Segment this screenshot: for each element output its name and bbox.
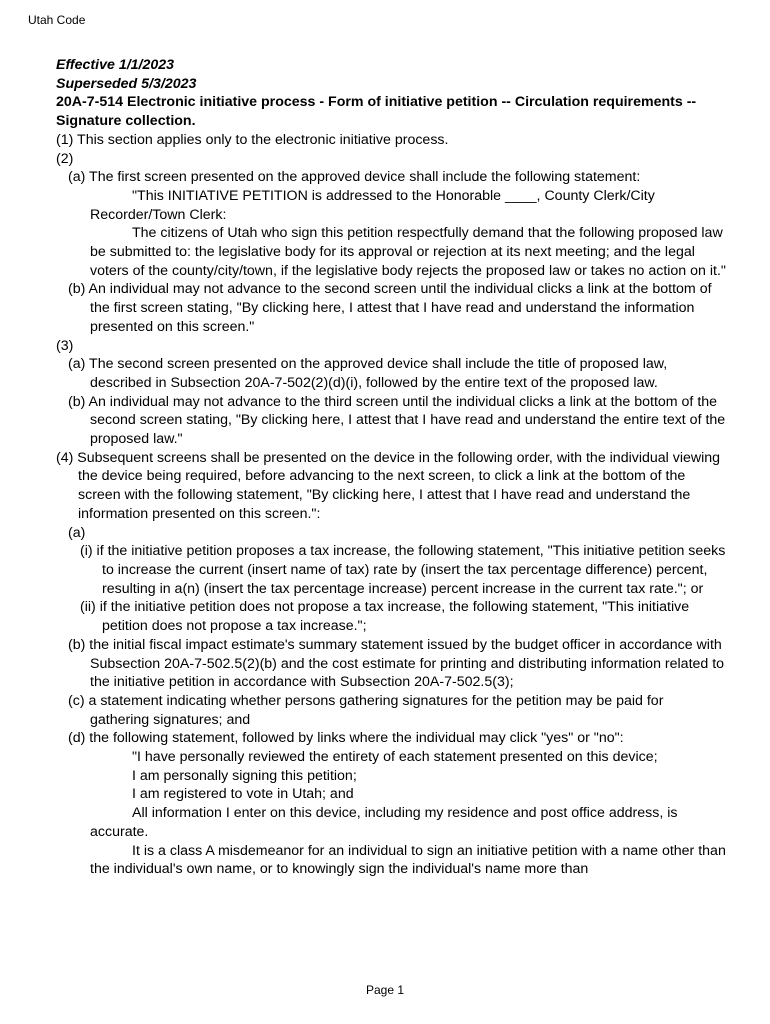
subsection-4b: (b) the initial fiscal impact estimate's summary statement issued by the budget officer in accordance with Subsection 20A-7-502.5(2)(b) and the cost estimate for printing and distributing information related to the initiative petition in accordance with Subsection 20A-7-502.5(3); xyxy=(68,636,725,691)
subsection-2: (2) xyxy=(56,150,74,167)
petition-demand-quote: The citizens of Utah who sign this petition respectfully demand that the following proposed law be submitted to: the legislative body for its approval or rejection at its next meeting; and the legal voters of the county/city/town, if the legislative body rejects the proposed law or takes no action on it." xyxy=(90,225,726,279)
subsection-3: (3) xyxy=(56,337,74,354)
subsection-1: (1) This section applies only to the electronic initiative process. xyxy=(56,131,449,148)
statute-document xyxy=(56,56,726,879)
attestation-line-2: I am personally signing this petition; xyxy=(132,767,357,784)
subsection-3a: (a) The second screen presented on the approved device shall include the title of proposed law, described in Subsection 20A-7-502(2)(d)(i), followed by the entire text of the proposed law. xyxy=(68,356,668,391)
subsection-2b: (b) An individual may not advance to the second screen until the individual clicks a link at the bottom of the first screen stating, "By clicking here, I attest that I have read and understand the information presented on this screen." xyxy=(68,281,712,335)
page-number: Page 1 xyxy=(365,983,405,997)
subsection-4d: (d) the following statement, followed by links where the individual may click "yes" or "no": xyxy=(68,730,624,747)
attestation-line-4: All information I enter on this device, including my residence and post office address, is accurate. xyxy=(90,805,678,840)
subsection-4a: (a) xyxy=(68,524,86,541)
running-header: Utah Code xyxy=(28,13,86,27)
attestation-line-3: I am registered to vote in Utah; and xyxy=(132,786,354,803)
section-title: 20A-7-514 Electronic initiative process - Form of initiative petition -- Circulation requirements -- Signature collection. xyxy=(56,94,697,130)
subsection-2a: (a) The first screen presented on the approved device shall include the following statement: xyxy=(68,169,641,186)
superseded-date: Superseded 5/3/2023 xyxy=(56,75,197,92)
subsection-4a-i: (i) if the initiative petition proposes a tax increase, the following statement, "This initiative petition seeks to increase the current (insert name of tax) rate by (insert the tax percentage difference) percent, resulting in a(n) (insert the tax percentage increase) percent increase in the current tax rate."; or xyxy=(80,543,726,597)
petition-address-quote: "This INITIATIVE PETITION is addressed to the Honorable ____, County Clerk/City Recorder/Town Clerk: xyxy=(90,187,655,223)
subsection-4c: (c) a statement indicating whether persons gathering signatures for the petition may be paid for gathering signatures; and xyxy=(68,692,664,728)
subsection-4a-ii: (ii) if the initiative petition does not propose a tax increase, the following statement, "This initiative petition does not propose a tax increase."; xyxy=(80,599,690,635)
effective-date: Effective 1/1/2023 xyxy=(56,57,175,73)
attestation-line-1: "I have personally reviewed the entirety of each statement presented on this device; xyxy=(132,749,658,766)
misdemeanor-warning: It is a class A misdemeanor for an individual to sign an initiative petition with a name other than the individual's own name, or to knowingly sign the individual's name more than xyxy=(90,842,726,878)
subsection-3b: (b) An individual may not advance to the third screen until the individual clicks a link at the bottom of the second screen stating, "By clicking here, I attest that I have read and understand the entire text of the proposed law." xyxy=(68,393,726,448)
subsection-4: (4) Subsequent screens shall be presented on the device in the following order, with the individual viewing the device being required, before advancing to the next screen, to click a link at the bottom of the screen with the following statement, "By clicking here, I attest that I have read and understand the information presented on this screen.": xyxy=(56,449,721,522)
